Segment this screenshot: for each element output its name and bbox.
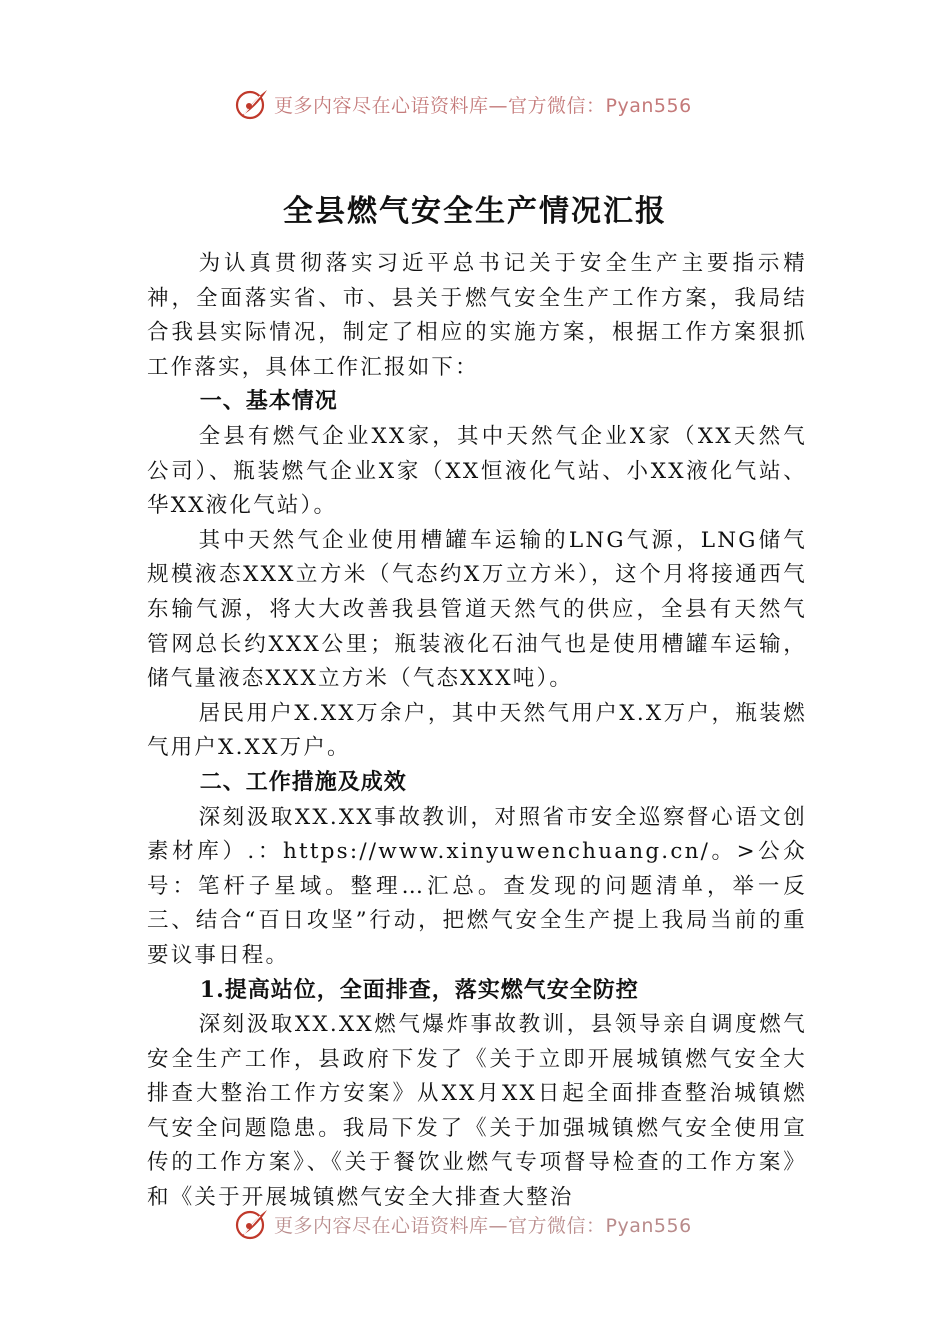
paragraph: 深刻汲取XX.XX事故教训，对照省市安全巡察督心语文创素材库）.：https://www.xinyuwenchuang.cn/。>公众号：笔杆子星域。整理…汇总。查发现的问题清单，举一反三、结合“百日攻坚”行动，把燃气安全生产提上我局当前的重要议事日程。	[147, 804, 807, 968]
footer-watermark-banner	[234, 1204, 734, 1244]
section-heading-measures: 二、工作措施及成效	[199, 769, 407, 795]
header-watermark-banner	[234, 84, 734, 124]
feather-pen-icon	[234, 86, 270, 122]
header-banner-text: 更多内容尽在心语资料库—官方微信：Pyan556	[274, 94, 692, 117]
document-title: 全县燃气安全生产情况汇报	[283, 194, 667, 229]
paragraph: 全县有燃气企业XX家，其中天然气企业X家（XX天然气公司）、瓶装燃气企业X家（XX恒液化气站、小XX液化气站、华XX液化气站）。	[147, 423, 807, 519]
footer-banner-text: 更多内容尽在心语资料库—官方微信：Pyan556	[274, 1214, 692, 1237]
intro-paragraph: 为认真贯彻落实习近平总书记关于安全生产主要指示精神，全面落实省、市、县关于燃气安全生产工作方案，我局结合我县实际情况，制定了相应的实施方案，根据工作方案狠抓工作落实，具体工作汇报如下：	[147, 251, 807, 380]
feather-pen-icon	[234, 1206, 270, 1242]
paragraph: 其中天然气企业使用槽罐车运输的LNG气源，LNG储气规模液态XXX立方米（气态约X万立方米），这个月将接通西气东输气源，将大大改善我县管道天然气的供应，全县有天然气管网总长约XXX公里；瓶装液化石油气也是使用槽罐车运输，储气量液态XXX立方米（气态XXX吨）。	[147, 527, 807, 692]
section-heading-basic-info: 一、基本情况	[199, 389, 338, 415]
document-body	[147, 247, 807, 1217]
paragraph: 深刻汲取XX.XX燃气爆炸事故教训，县领导亲自调度燃气安全生产工作，县政府下发了《关于立即开展城镇燃气安全大排查大整治工作方安案》从XX月XX日起全面排查整治城镇燃气安全问题隐患。我局下发了《关于加强城镇燃气安全使用宣传的工作方案》、《关于餐饮业燃气专项督导检查的工作方案》和《关于开展城镇燃气安全大排查大整治	[147, 1012, 807, 1211]
subsection-heading: 1.提高站位，全面排查，落实燃气安全防控	[199, 977, 639, 1004]
paragraph: 居民用户X.XX万余户，其中天然气用户X.X万户，瓶装燃气用户X.XX万户。	[147, 700, 807, 761]
